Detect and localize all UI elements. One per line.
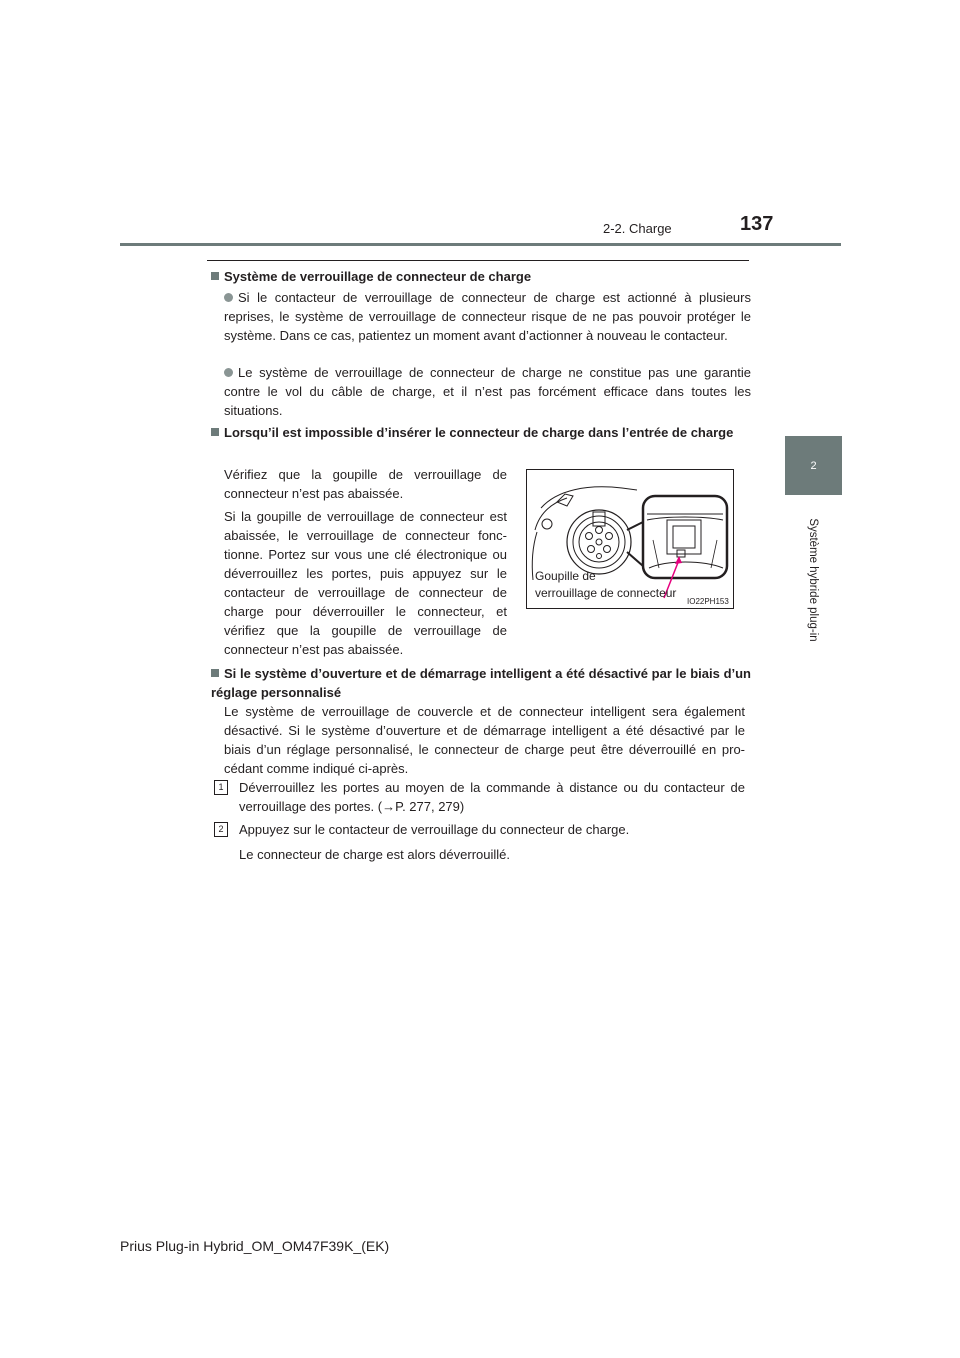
square-bullet-icon — [211, 272, 219, 280]
section-rule — [207, 260, 749, 261]
step-number-box: 1 — [214, 780, 228, 795]
chapter-title: Système hybride plug-in — [807, 518, 819, 642]
chapter-tab — [785, 436, 842, 495]
section-heading-insert-connector: Lorsqu’il est impossible d’insérer le connecteur de charge dans l’entrée de charge — [211, 423, 751, 442]
bullet-item: Si le contacteur de verrouillage de connecteur de charge est actionné à plusieurs reprises, le système de verrouillage de connecteur risque de ne pas pouvoir protéger le système. Dans ce cas, patientez un moment avant d’actionner à nouveau le contacteur. — [224, 290, 751, 343]
step-text: Déverrouillez les portes au moyen de la commande à distance ou du contacteur de verrouillage des portes. (→P. 277, 279) — [239, 780, 745, 814]
chapter-number: 2 — [810, 459, 817, 472]
figure-label: Goupille de verrouillage de connecteur — [535, 569, 677, 600]
section-heading-connector-lock: Système de verrouillage de connecteur de charge — [211, 267, 751, 286]
round-bullet-icon — [224, 293, 233, 302]
figure-code: IO22PH153 — [687, 597, 729, 606]
chapter-title-wrap — [785, 495, 842, 665]
footer-document-id: Prius Plug-in Hybrid_OM_OM47F39K_(EK) — [120, 1238, 390, 1254]
page-number: 137 — [740, 213, 774, 235]
bullet-item: Le système de verrouillage de connecteur de charge ne constitue pas une garantie contre le vol du câble de charge, et il n’est pas forcément efficace dans toutes les situations. — [224, 365, 751, 418]
square-bullet-icon — [211, 428, 219, 436]
step-text: Appuyez sur le contacteur de verrouillage du connecteur de charge. — [239, 822, 630, 837]
section-title: 2-2. Charge — [603, 221, 672, 236]
paragraph: Le système de verrouillage de couvercle et de connecteur intelligent sera également désactivé. Si le système d’ouverture et de démarrage intelligent a été désactivé par le biais d’un réglage personnalisé, le connecteur de charge peut être déverrouillé en pro-cédant comme indiqué ci-après. — [224, 704, 745, 776]
paragraph: Vérifiez que la goupille de verrouillage de connecteur n’est pas abaissée. — [224, 467, 507, 501]
section-heading-smart-system: Si le système d’ouverture et de démarrage intelligent a été désactivé par le biais d’un réglage personnalisé — [211, 666, 751, 700]
step-number-box: 2 — [214, 822, 228, 837]
figure-connector-lock-pin — [526, 469, 734, 609]
square-bullet-icon — [211, 669, 219, 677]
paragraph: Si la goupille de verrouillage de connecteur est abaissée, le verrouillage de connecteur fonc-tionne. Portez sur vous une clé électronique ou déverrouillez les portes, puis appuyez sur le contacteur de verrouillage de connecteur de charge pour déverrouiller le connecteur, et vérifiez que la goupille de verrouillage de connecteur n’est pas abaissée. — [224, 509, 507, 657]
round-bullet-icon — [224, 368, 233, 377]
result-text: Le connecteur de charge est alors déverrouillé. — [239, 847, 510, 862]
header-rule — [120, 243, 841, 246]
